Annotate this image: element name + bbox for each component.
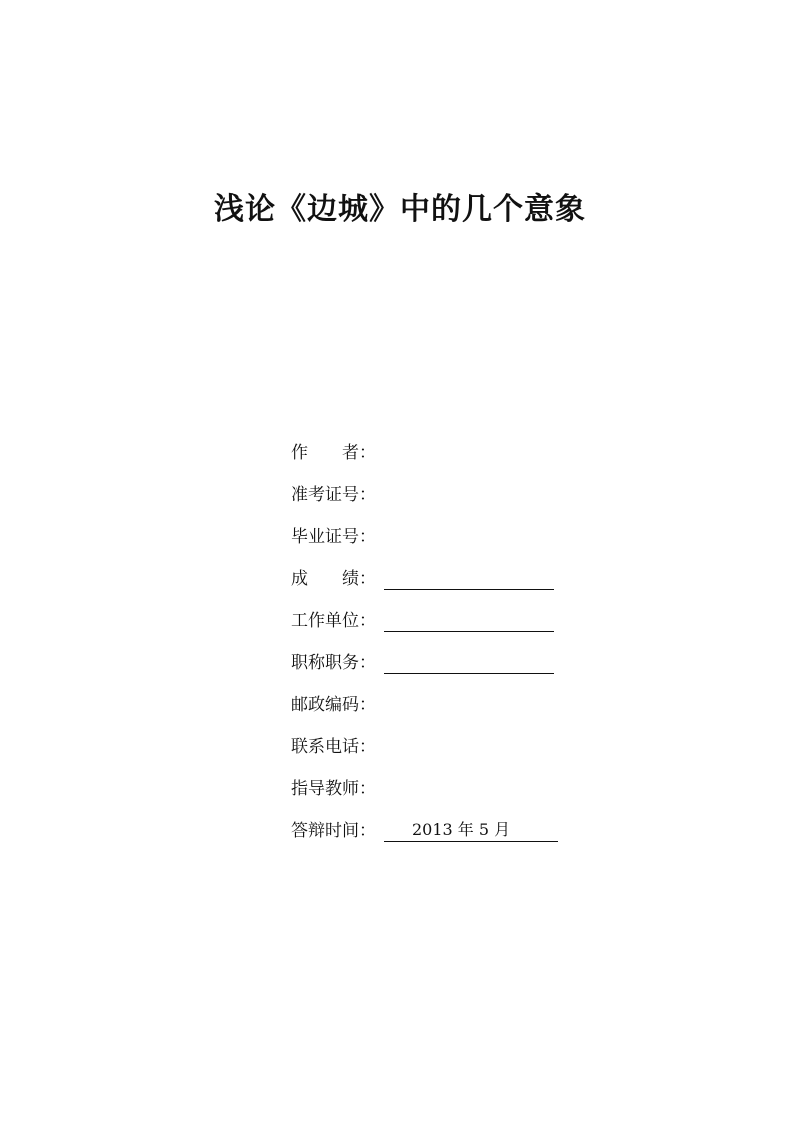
field-label: 成 绩： [291,569,376,589]
defense-date-value: 2013 年 5 月 [412,820,511,839]
field-author [291,441,611,483]
field-grade [291,567,611,609]
defense-date-line [384,819,558,842]
field-label: 指导教师： [291,779,376,799]
field-phone [291,735,611,777]
field-label: 毕业证号： [291,527,376,547]
field-label: 职称职务： [291,653,376,673]
field-label: 邮政编码： [291,695,376,715]
field-graduation-id [291,525,611,567]
field-label: 答辩时间： [291,821,376,841]
info-form [291,441,611,861]
document-title: 浅论《边城》中的几个意象 [214,192,586,227]
field-label: 准考证号： [291,485,376,505]
field-exam-id [291,483,611,525]
field-label: 联系电话： [291,737,376,757]
grade-blank-line[interactable] [384,567,554,590]
field-defense-date [291,819,611,861]
work-unit-blank-line[interactable] [384,609,554,632]
field-advisor [291,777,611,819]
job-title-blank-line[interactable] [384,651,554,674]
field-work-unit [291,609,611,651]
field-job-title [291,651,611,693]
field-label: 工作单位： [291,611,376,631]
field-label: 作 者： [291,443,376,463]
field-postal-code [291,693,611,735]
